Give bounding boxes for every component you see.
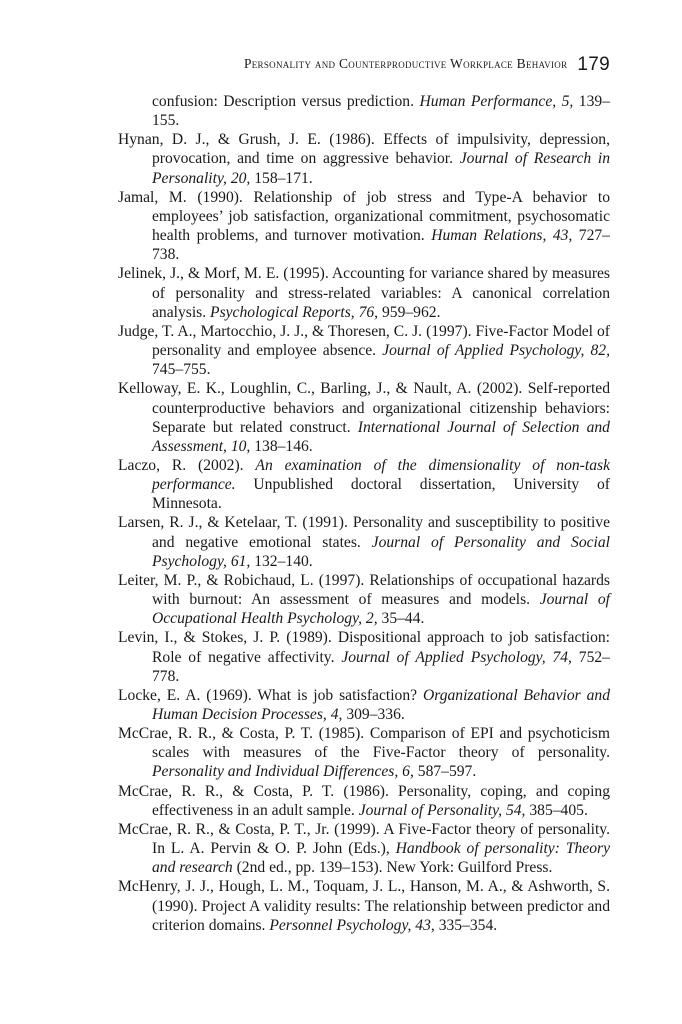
reference-entry: McHenry, J. J., Hough, L. M., Toquam, J. L., Hanson, M. A., & Ashworth, S. (1990). Project A validity results: The relationship between predictor and criterion domains. Personnel Psychology, 43, 335–354.: [118, 878, 610, 934]
reference-entry: McCrae, R. R., & Costa, P. T. (1985). Comparison of EPI and psychoticism scales with measures of the Five-Factor theory of personality. Personality and Individual Differences, 6, 587–597.: [118, 725, 610, 781]
source-title: Journal of Research in Personality, 20,: [152, 150, 610, 187]
reference-entry: McCrae, R. R., & Costa, P. T., Jr. (1999). A Five-Factor theory of personality. In L. A. Pervin & O. P. John (Eds.), Handbook of personality: Theory and research (2nd ed., pp. 139–153). New York: Guilford Press.: [118, 820, 610, 877]
source-title: Psychological Reports, 76,: [210, 303, 379, 321]
reference-entry: Locke, E. A. (1969). What is job satisfaction? Organizational Behavior and Human Decision Processes, 4, 309–336.: [118, 686, 610, 723]
reference-entry: Levin, I., & Stokes, J. P. (1989). Dispositional approach to job satisfaction: Role of negative affectivity. Journal of Applied Psychology, 74, 752–778.: [118, 629, 610, 685]
source-title: Personnel Psychology, 43,: [269, 916, 435, 934]
reference-entry: Judge, T. A., Martocchio, J. J., & Thoresen, C. J. (1997). Five-Factor Model of personality and employee absence. Journal of Applied Psychology, 82, 745–755.: [118, 322, 610, 379]
source-title: Journal of Personality, 54,: [358, 801, 526, 819]
running-head-title: Personality and Counterproductive Workplace Behavior: [243, 56, 568, 71]
source-title: Journal of Applied Psychology, 74,: [341, 648, 572, 666]
source-title: An examination of the dimensionality of non-task performance.: [152, 456, 610, 494]
running-head: [0, 52, 610, 74]
reference-entry: Kelloway, E. K., Loughlin, C., Barling, J., & Nault, A. (2002). Self-reported counterproductive behaviors and organizational citizenship behaviors: Separate but related construct. International Journal of Selection and Assessment, 10, 138–146.: [118, 380, 610, 455]
source-title: Human Relations, 43,: [431, 227, 573, 245]
source-title: Journal of Occupational Health Psychology, 2,: [152, 591, 610, 628]
reference-entry: Laczo, R. (2002). An examination of the dimensionality of non-task performance. Unpublished doctoral dissertation, University of Minnesota.: [118, 456, 610, 513]
reference-list: [118, 92, 610, 935]
source-title: International Journal of Selection and Assessment, 10,: [152, 418, 610, 455]
reference-entry: Leiter, M. P., & Robichaud, L. (1997). Relationships of occupational hazards with burnout: An assessment of measures and models. Journal of Occupational Health Psychology, 2, 35–44.: [118, 571, 610, 628]
source-title: Organizational Behavior and Human Decision Processes, 4,: [152, 686, 610, 723]
reference-entry: Larsen, R. J., & Ketelaar, T. (1991). Personality and susceptibility to positive and negative emotional states. Journal of Personality and Social Psychology, 61, 132–140.: [118, 514, 610, 570]
source-title: Human Performance, 5,: [419, 93, 574, 110]
source-title: Journal of Applied Psychology, 82,: [382, 342, 610, 360]
source-title: Handbook of personality: Theory and research: [152, 840, 610, 877]
source-title: Personality and Individual Differences, 6,: [152, 763, 414, 781]
page-number: 179: [577, 54, 610, 75]
reference-entry: Jamal, M. (1990). Relationship of job stress and Type-A behavior to employees’ job satisfaction, organizational commitment, psychosomatic health problems, and turnover motivation. Human Relations, 43, 727–738.: [118, 188, 610, 264]
reference-entry: Jelinek, J., & Morf, M. E. (1995). Accounting for variance shared by measures of personality and stress-related variables: A canonical correlation analysis. Psychological Reports, 76, 959–962.: [118, 265, 610, 321]
reference-entry: McCrae, R. R., & Costa, P. T. (1986). Personality, coping, and coping effectiveness in an adult sample. Journal of Personality, 54, 385–405.: [118, 782, 610, 819]
reference-entry: confusion: Description versus prediction. Human Performance, 5, 139–155.: [152, 93, 610, 130]
reference-entry: Hynan, D. J., & Grush, J. E. (1986). Effects of impulsivity, depression, provocation, and time on aggressive behavior. Journal of Research in Personality, 20, 158–171.: [118, 131, 610, 187]
source-title: Journal of Personality and Social Psychology, 61,: [152, 533, 610, 570]
